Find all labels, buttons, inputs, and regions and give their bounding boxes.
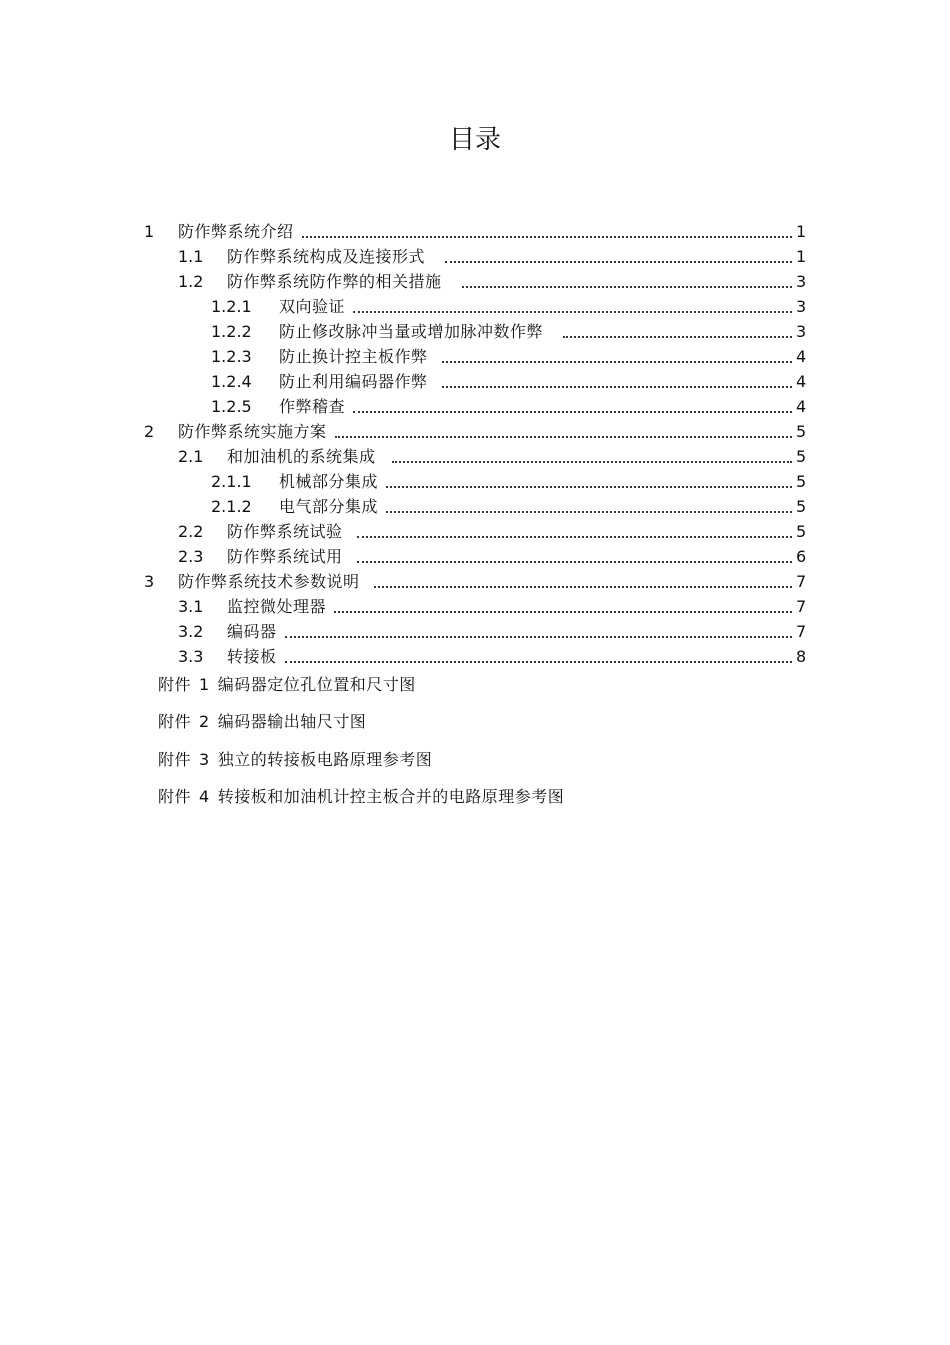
toc-dot-leader [386,511,792,513]
toc-entry[interactable] [178,617,806,642]
toc-dot-leader [462,286,792,288]
toc-entry[interactable] [178,442,806,467]
toc-entry[interactable] [178,642,806,667]
toc-entry-title: 机械部分集成 [279,472,379,491]
toc-entry-page: 7 [796,572,807,591]
toc-entry-number: 1.2.3 [211,347,252,366]
toc-entry-page: 3 [796,322,807,341]
toc-entry-number: 1 [144,222,155,241]
toc-entry[interactable] [211,492,806,517]
toc-dot-leader [386,486,792,488]
appendix-label: 附件 [158,787,192,806]
appendix-label: 附件 [158,675,192,694]
toc-dot-leader [334,611,792,613]
appendix-title: 转接板和加油机计控主板合并的电路原理参考图 [217,787,565,806]
toc-entry-number: 3.3 [178,647,204,666]
toc-entry-page: 5 [796,472,807,491]
toc-entry-number: 2.3 [178,547,204,566]
toc-entry-title: 转接板 [227,647,277,666]
appendix-title: 编码器定位孔位置和尺寸图 [217,675,416,694]
toc-entry-number: 1.2.4 [211,372,252,391]
appendix-item[interactable] [158,749,432,771]
appendix-number: 1 [199,675,210,694]
toc-entry-number: 1.2 [178,272,204,291]
toc-entry-number: 1.2.1 [211,297,252,316]
toc-entry-number: 2 [144,422,155,441]
toc-entry-number: 2.1.2 [211,497,252,516]
appendix-item[interactable] [158,711,366,733]
toc-entry-title: 双向验证 [279,297,346,316]
toc-dot-leader [335,436,792,438]
toc-entry-title: 防止修改脉冲当量或增加脉冲数作弊 [279,322,544,341]
toc-entry[interactable] [178,242,806,267]
toc-entry-page: 5 [796,422,807,441]
toc-entry-title: 防作弊系统介绍 [178,222,294,241]
toc-dot-leader [302,236,792,238]
toc-entry[interactable] [178,542,806,567]
toc-entry-title: 防作弊系统防作弊的相关措施 [227,272,442,291]
appendix-number: 2 [199,712,210,731]
toc-dot-leader [353,311,792,313]
toc-entry-title: 防作弊系统技术参数说明 [178,572,360,591]
toc-entry-number: 1.1 [178,247,204,266]
toc-entry-page: 1 [796,222,807,241]
appendix-number: 3 [199,750,210,769]
appendix-title: 编码器输出轴尺寸图 [217,712,367,731]
toc-entry[interactable] [178,517,806,542]
toc-dot-leader [353,411,792,413]
toc-dot-leader [445,261,792,263]
toc-entry-title: 电气部分集成 [279,497,379,516]
toc-dot-leader [357,561,792,563]
toc-entry-title: 作弊稽查 [279,397,346,416]
toc-entry-title: 防作弊系统试验 [227,522,343,541]
toc-entry-page: 8 [796,647,807,666]
toc-entry-title: 防止换计控主板作弊 [279,347,428,366]
toc-entry-page: 4 [796,397,807,416]
toc-entry[interactable] [178,267,806,292]
toc-entry[interactable] [178,592,806,617]
toc-entry-title: 和加油机的系统集成 [227,447,376,466]
toc-entry[interactable] [211,342,806,367]
toc-entry-page: 3 [796,272,807,291]
toc-entry-page: 4 [796,372,807,391]
toc-entry-number: 3.2 [178,622,204,641]
toc-entry-number: 2.1.1 [211,472,252,491]
appendix-item[interactable] [158,786,564,808]
toc-entry-title: 防作弊系统试用 [227,547,343,566]
appendix-label: 附件 [158,712,192,731]
toc-entry[interactable] [144,217,806,242]
toc-entry-page: 7 [796,622,807,641]
appendix-number: 4 [199,787,210,806]
toc-dot-leader [563,336,792,338]
toc-entry-page: 5 [796,497,807,516]
toc-entry[interactable] [211,292,806,317]
toc-entry-number: 3.1 [178,597,204,616]
toc-dot-leader [357,536,792,538]
toc-entry-title: 防止利用编码器作弊 [279,372,428,391]
toc-entry[interactable] [144,417,806,442]
toc-entry-page: 1 [796,247,807,266]
toc-dot-leader [285,636,792,638]
toc-entry[interactable] [211,392,806,417]
appendix-item[interactable] [158,674,416,696]
toc-dot-leader [442,361,792,363]
toc-entry-title: 防作弊系统实施方案 [178,422,327,441]
toc-entry-title: 监控微处理器 [227,597,327,616]
page-title: 目录 [448,125,501,155]
toc-entry-page: 5 [796,522,807,541]
toc-entry-page: 3 [796,297,807,316]
toc-entry-number: 2.2 [178,522,204,541]
toc-entry[interactable] [211,367,806,392]
toc-entry-title: 编码器 [227,622,277,641]
toc-entry-page: 5 [796,447,807,466]
toc-entry[interactable] [144,567,806,592]
toc-dot-leader [374,586,792,588]
toc-dot-leader [392,461,792,463]
toc-entry-page: 6 [796,547,807,566]
toc-entry-page: 7 [796,597,807,616]
toc-entry[interactable] [211,317,806,342]
toc-dot-leader [285,661,792,663]
toc-entry-number: 3 [144,572,155,591]
toc-entry-number: 1.2.2 [211,322,252,341]
toc-entry[interactable] [211,467,806,492]
toc-entry-title: 防作弊系统构成及连接形式 [227,247,426,266]
toc-entry-number: 1.2.5 [211,397,252,416]
toc-entry-page: 4 [796,347,807,366]
appendix-title: 独立的转接板电路原理参考图 [217,750,433,769]
appendix-label: 附件 [158,750,192,769]
toc-dot-leader [442,386,792,388]
toc-entry-number: 2.1 [178,447,204,466]
